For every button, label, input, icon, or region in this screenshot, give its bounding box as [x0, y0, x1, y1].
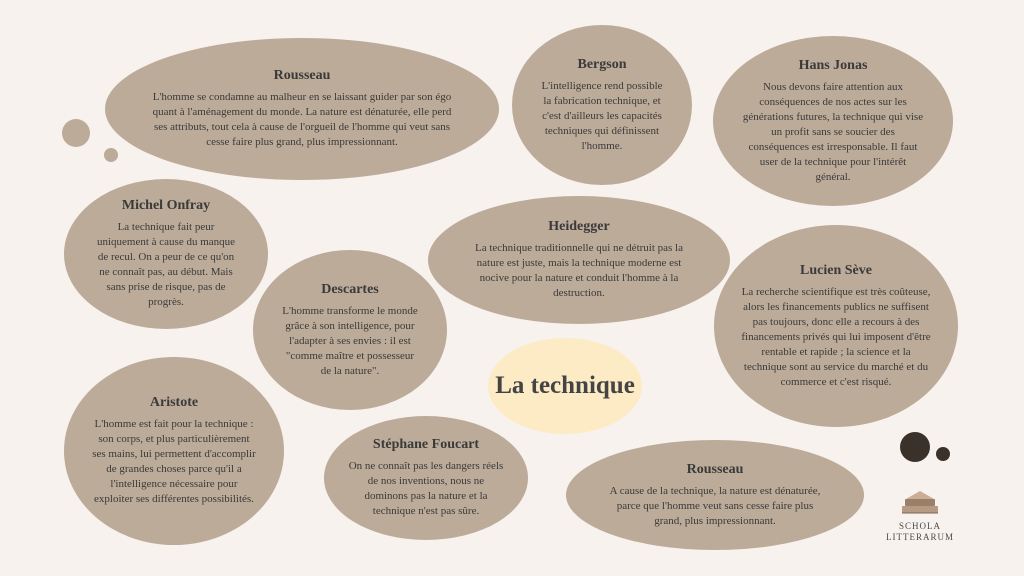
bubble-stephane-foucart [324, 416, 528, 540]
decorative-dot [104, 148, 118, 162]
book-stack-icon [898, 488, 942, 518]
bubble-text: L'homme se condamne au malheur en se laissant guider par son égo quant à l'aménagement du monde. La nature est dénaturée, elle perd ses attributs, tout cela à cause de l'orgueil de l'homme qui veut sans cesse faire plus grand, plus impressionnant. [152, 91, 452, 148]
bubble-text: L'homme transforme le monde grâce à son intelligence, pour l'adapter à ses envies : il est "comme maître et possesseur de la nature". [282, 304, 418, 377]
bubble-title: Lucien Sève [800, 262, 872, 278]
bubble-rousseau-2 [566, 440, 864, 550]
bubble-title: Stéphane Foucart [372, 437, 480, 452]
bubble-text: La recherche scientifique est très coûteuse, alors les financements publics ne suffisent pas toujours, donc elle a recours à des financements privés qui lui imposent d'être rentable et rapide ; la science et la technique sont au service du marché et du commerce et c'est risqué. [741, 285, 931, 388]
bubble-title: Michel Onfray [121, 198, 211, 213]
decorative-dot [900, 432, 930, 462]
bubble-title: Hans Jonas [798, 57, 868, 73]
bubble-title: Descartes [321, 281, 379, 297]
logo-line-2: LITTERARUM [886, 532, 954, 542]
bubble-heidegger [428, 196, 730, 324]
bubble-text: L'homme est fait pour la technique : son corps, et plus particulièrement ses mains, lui permettent d'accomplir de grandes choses parce qu'il a l'intelligence nécessaire pour exploiter ses différentes possibilités. [92, 418, 256, 505]
bubble-text: L'intelligence rend possible la fabrication technique, et c'est d'ailleurs les capacités techniques qui définissent l'homme. [541, 79, 663, 152]
bubble-rousseau-1 [105, 38, 499, 180]
bubble-bergson [512, 25, 692, 185]
bubble-text: On ne connaît pas les dangers réels de nos inventions, nous ne dominons pas la nature et la technique n'est pas sûre. [348, 460, 504, 517]
bubble-text: La technique fait peur uniquement à cause du manque de recul. On a peur de ce qu'on ne connaît pas, au début. Mais sans prise de risque, pas de progrès. [96, 221, 236, 308]
bubble-michel-onfray [64, 179, 268, 329]
bubble-hans-jonas [713, 36, 953, 206]
bubble-title: Aristote [149, 395, 199, 410]
schola-litterarum-logo [880, 488, 960, 543]
bubble-text: Nous devons faire attention aux conséquences de nos actes sur les générations futures, la technique qui vise un profit sans se soucier des conséquences est irresponsable. Il faut user de la technique pour l'intérêt général. [742, 80, 924, 183]
bubble-title: Bergson [577, 56, 627, 72]
bubble-aristote [64, 357, 284, 545]
bubble-title: Heidegger [548, 219, 610, 234]
bubble-title: Rousseau [686, 461, 744, 477]
bubble-lucien-seve [714, 225, 958, 427]
bubble-text: La technique traditionnelle qui ne détruit pas la nature est juste, mais la technique moderne est nocive pour la nature et conduit l'homme à la destruction. [474, 242, 683, 299]
center-topic [488, 338, 642, 434]
logo-line-1: SCHOLA [898, 521, 941, 531]
decorative-dot [62, 119, 90, 147]
center-title: La technique [495, 372, 635, 399]
decorative-dot [936, 447, 950, 461]
bubble-text: A cause de la technique, la nature est dénaturée, parce que l'homme veut sans cesse faire plus grand, plus impressionnant. [609, 484, 821, 527]
bubble-title: Rousseau [273, 68, 331, 83]
bubble-descartes [253, 250, 447, 410]
